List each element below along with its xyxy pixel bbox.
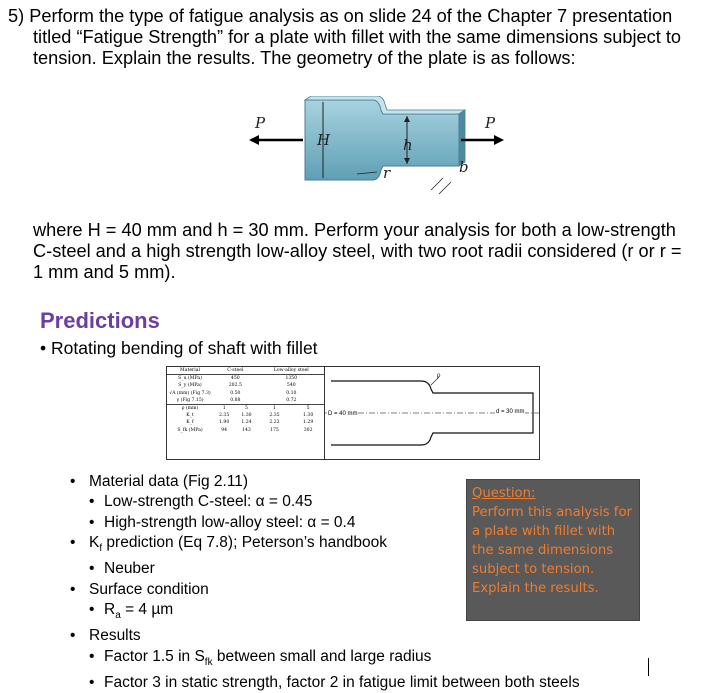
table-row: K_t 2.35 1.30 2.35 1.30 [186, 413, 314, 419]
list-item: • Material data (Fig 2.11) [70, 472, 490, 492]
table-row: S_y (MPa) 202.5 540 [178, 383, 296, 389]
load-label-right: P [485, 114, 496, 132]
table-row: √A (mm) (Fig 7.3) 0.50 0.10 [169, 390, 297, 396]
plate-geometry-figure [245, 96, 505, 206]
problem-line-2: titled “Fatigue Strength” for a plate with fillet with the same dimensions subject to [33, 27, 681, 47]
problem-line-3: tension. Explain the results. The geometry of the plate is as follows: [33, 48, 576, 68]
question-body: Perform this analysis for a plate with fillet with the same dimensions subject to tension. Explain the results. [472, 505, 632, 596]
predictions-bullet: • Rotating bending of shaft with fillet [40, 338, 318, 358]
predictions-title: Predictions [40, 308, 160, 333]
material-data-table [166, 366, 326, 460]
rho-label: ρ [437, 373, 441, 379]
problem-line-1: 5) Perform the type of fatigue analysis as on slide 24 of the Chapter 7 presentation [8, 6, 673, 26]
where-line-2: C-steel and a high strength low-alloy steel, with two root radii considered (r or r = [33, 241, 682, 261]
list-item: • Results [70, 626, 490, 646]
list-item: • Factor 1.5 in $S_{fk}$ between small and large radius [70, 647, 490, 673]
list-item: • Low-strength C-steel: α = 0.45 [70, 492, 490, 512]
list-item: • Surface condition [70, 580, 490, 600]
load-label-left: P [255, 114, 266, 132]
where-line-1: where H = 40 mm and h = 30 mm. Perform your analysis for both a low-strength [33, 220, 676, 240]
where-statement [33, 220, 713, 283]
where-line-3: 1 mm and 5 mm). [33, 262, 176, 282]
text-cursor [648, 658, 649, 676]
small-diameter-label: d = 30 mm [496, 409, 525, 415]
table-row: K_f 1.90 1.24 2.23 1.29 [186, 420, 314, 426]
table-row: S_u (MPa) 450 1350 [178, 376, 298, 382]
question-title: Question: [472, 486, 536, 501]
table-row: ρ (mm) 1 5 1 5 [167, 404, 325, 412]
thickness-label: b [459, 158, 469, 176]
height-h-label: h [403, 136, 413, 154]
radius-label: r [383, 164, 391, 182]
height-H-label: H [317, 131, 331, 149]
list-item: • Factor 3 in static strength, factor 2 in fatigue limit between both steels [70, 673, 490, 693]
table-row: γ (Fig 7.15) 0.88 0.72 [176, 397, 297, 403]
big-diameter-label: D = 40 mm [328, 411, 358, 417]
problem-statement [8, 6, 708, 69]
question-callout [466, 479, 640, 621]
list-item: • $R_a = 4$ µm [70, 600, 490, 626]
list-item: • High-strength low-alloy steel: α = 0.4 [70, 513, 490, 533]
table-row: S_fk (MPa) 94 143 175 302 [177, 427, 313, 433]
list-item: • Neuber [70, 559, 490, 579]
table-header-row: Material C-steel Low-alloy steel [167, 367, 325, 375]
shaft-fillet-figure [324, 366, 540, 460]
list-item: • $K_f$ prediction (Eq 7.8); Peterson’s handbook [70, 533, 490, 559]
